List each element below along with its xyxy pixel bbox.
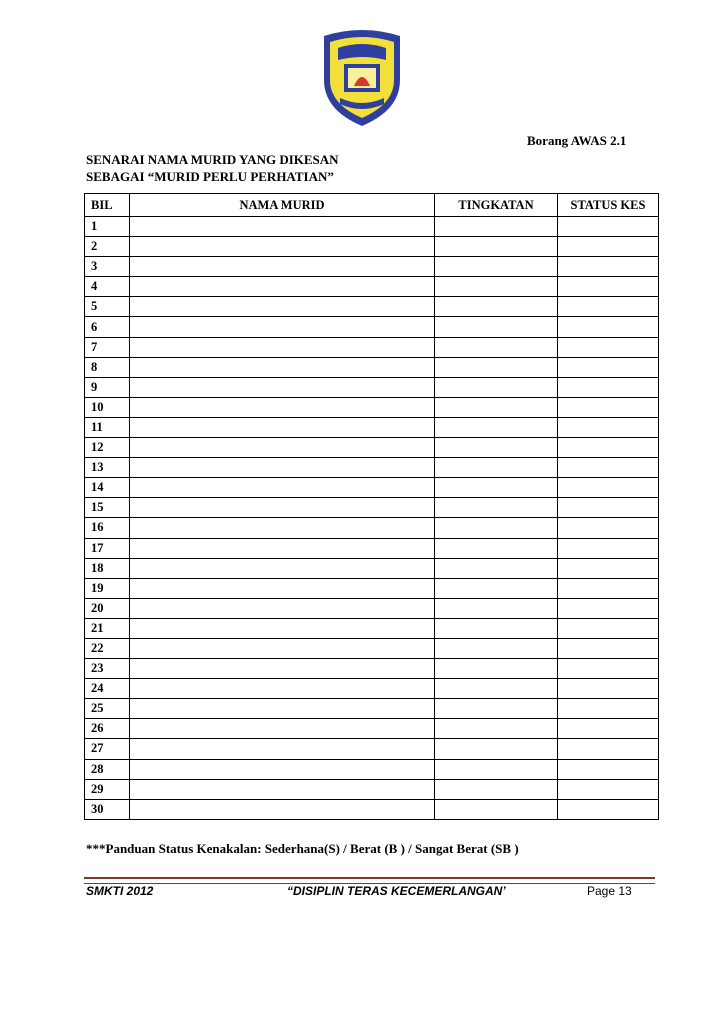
student-name-cell[interactable] <box>130 357 435 377</box>
student-name-cell[interactable] <box>130 779 435 799</box>
row-number: 11 <box>85 417 130 437</box>
case-status-cell[interactable] <box>558 558 659 578</box>
student-name-cell[interactable] <box>130 417 435 437</box>
case-status-cell[interactable] <box>558 518 659 538</box>
case-status-cell[interactable] <box>558 237 659 257</box>
table-row <box>85 618 659 638</box>
case-status-cell[interactable] <box>558 377 659 397</box>
table-row <box>85 317 659 337</box>
table-row <box>85 739 659 759</box>
school-crest-icon <box>318 28 406 128</box>
column-header-nama-murid: NAMA MURID <box>130 194 435 217</box>
form-level-cell[interactable] <box>435 417 558 437</box>
form-level-cell[interactable] <box>435 498 558 518</box>
student-name-cell[interactable] <box>130 598 435 618</box>
form-level-cell[interactable] <box>435 638 558 658</box>
student-name-cell[interactable] <box>130 739 435 759</box>
row-number: 17 <box>85 538 130 558</box>
table-row <box>85 458 659 478</box>
row-number: 23 <box>85 659 130 679</box>
student-name-cell[interactable] <box>130 538 435 558</box>
form-level-cell[interactable] <box>435 598 558 618</box>
table-row <box>85 779 659 799</box>
student-name-cell[interactable] <box>130 217 435 237</box>
form-level-cell[interactable] <box>435 357 558 377</box>
form-level-cell[interactable] <box>435 397 558 417</box>
row-number: 14 <box>85 478 130 498</box>
row-number: 7 <box>85 337 130 357</box>
footer-rule <box>84 877 655 884</box>
student-name-cell[interactable] <box>130 719 435 739</box>
form-level-cell[interactable] <box>435 438 558 458</box>
table-row <box>85 598 659 618</box>
case-status-cell[interactable] <box>558 759 659 779</box>
row-number: 16 <box>85 518 130 538</box>
table-row <box>85 719 659 739</box>
student-name-cell[interactable] <box>130 699 435 719</box>
case-status-cell[interactable] <box>558 397 659 417</box>
form-level-cell[interactable] <box>435 779 558 799</box>
table-row <box>85 759 659 779</box>
row-number: 3 <box>85 257 130 277</box>
table-row <box>85 357 659 377</box>
footer-motto: “DISIPLIN TERAS KECEMERLANGAN’ <box>287 884 506 898</box>
table-row <box>85 478 659 498</box>
case-status-cell[interactable] <box>558 438 659 458</box>
form-level-cell[interactable] <box>435 458 558 478</box>
case-status-cell[interactable] <box>558 498 659 518</box>
form-level-cell[interactable] <box>435 478 558 498</box>
case-status-cell[interactable] <box>558 538 659 558</box>
form-level-cell[interactable] <box>435 558 558 578</box>
student-name-cell[interactable] <box>130 618 435 638</box>
row-number: 25 <box>85 699 130 719</box>
row-number: 1 <box>85 217 130 237</box>
case-status-cell[interactable] <box>558 598 659 618</box>
form-level-cell[interactable] <box>435 759 558 779</box>
form-level-cell[interactable] <box>435 699 558 719</box>
row-number: 8 <box>85 357 130 377</box>
column-header-status-kes: STATUS KES <box>558 194 659 217</box>
table-row <box>85 699 659 719</box>
row-number: 28 <box>85 759 130 779</box>
table-row <box>85 659 659 679</box>
form-level-cell[interactable] <box>435 578 558 598</box>
student-name-cell[interactable] <box>130 558 435 578</box>
table-row <box>85 337 659 357</box>
table-row <box>85 237 659 257</box>
row-number: 13 <box>85 458 130 478</box>
table-header-row <box>85 194 659 217</box>
page-title <box>86 151 339 185</box>
form-level-cell[interactable] <box>435 618 558 638</box>
student-name-cell[interactable] <box>130 638 435 658</box>
row-number: 24 <box>85 679 130 699</box>
table-row <box>85 377 659 397</box>
form-code: Borang AWAS 2.1 <box>527 133 627 148</box>
row-number: 26 <box>85 719 130 739</box>
student-name-cell[interactable] <box>130 397 435 417</box>
row-number: 22 <box>85 638 130 658</box>
case-status-cell[interactable] <box>558 578 659 598</box>
form-level-cell[interactable] <box>435 679 558 699</box>
case-status-cell[interactable] <box>558 458 659 478</box>
form-level-cell[interactable] <box>435 659 558 679</box>
row-number: 9 <box>85 377 130 397</box>
student-name-cell[interactable] <box>130 277 435 297</box>
case-status-cell[interactable] <box>558 799 659 819</box>
case-status-cell[interactable] <box>558 478 659 498</box>
student-name-cell[interactable] <box>130 337 435 357</box>
form-level-cell[interactable] <box>435 317 558 337</box>
case-status-cell[interactable] <box>558 659 659 679</box>
table-row <box>85 578 659 598</box>
form-level-cell[interactable] <box>435 237 558 257</box>
table-row <box>85 257 659 277</box>
table-row <box>85 679 659 699</box>
student-name-cell[interactable] <box>130 317 435 337</box>
form-level-cell[interactable] <box>435 297 558 317</box>
table-row <box>85 518 659 538</box>
table-row <box>85 538 659 558</box>
form-level-cell[interactable] <box>435 217 558 237</box>
status-guide-note: ***Panduan Status Kenakalan: Sederhana(S) / Berat (B ) / Sangat Berat (SB ) <box>86 841 519 856</box>
table-row <box>85 217 659 237</box>
table-row <box>85 297 659 317</box>
row-number: 20 <box>85 598 130 618</box>
case-status-cell[interactable] <box>558 317 659 337</box>
column-header-bil: BIL <box>85 194 130 217</box>
row-number: 18 <box>85 558 130 578</box>
case-status-cell[interactable] <box>558 337 659 357</box>
row-number: 6 <box>85 317 130 337</box>
student-name-cell[interactable] <box>130 498 435 518</box>
student-name-cell[interactable] <box>130 377 435 397</box>
case-status-cell[interactable] <box>558 217 659 237</box>
student-name-cell[interactable] <box>130 659 435 679</box>
case-status-cell[interactable] <box>558 357 659 377</box>
student-name-cell[interactable] <box>130 257 435 277</box>
row-number: 30 <box>85 799 130 819</box>
footer-school-code: SMKTI 2012 <box>86 884 154 898</box>
column-header-tingkatan: TINGKATAN <box>435 194 558 217</box>
student-name-cell[interactable] <box>130 478 435 498</box>
case-status-cell[interactable] <box>558 679 659 699</box>
table-row <box>85 638 659 658</box>
student-name-cell[interactable] <box>130 237 435 257</box>
table-row <box>85 799 659 819</box>
case-status-cell[interactable] <box>558 417 659 437</box>
form-level-cell[interactable] <box>435 719 558 739</box>
student-name-cell[interactable] <box>130 799 435 819</box>
case-status-cell[interactable] <box>558 699 659 719</box>
footer-page-number: Page 13 <box>587 884 632 898</box>
student-name-cell[interactable] <box>130 578 435 598</box>
row-number: 15 <box>85 498 130 518</box>
form-level-cell[interactable] <box>435 277 558 297</box>
row-number: 29 <box>85 779 130 799</box>
form-level-cell[interactable] <box>435 257 558 277</box>
case-status-cell[interactable] <box>558 618 659 638</box>
case-status-cell[interactable] <box>558 277 659 297</box>
student-name-cell[interactable] <box>130 679 435 699</box>
form-level-cell[interactable] <box>435 799 558 819</box>
student-name-cell[interactable] <box>130 759 435 779</box>
table-row <box>85 397 659 417</box>
case-status-cell[interactable] <box>558 779 659 799</box>
row-number: 12 <box>85 438 130 458</box>
row-number: 27 <box>85 739 130 759</box>
form-level-cell[interactable] <box>435 518 558 538</box>
student-name-cell[interactable] <box>130 297 435 317</box>
row-number: 21 <box>85 618 130 638</box>
student-name-cell[interactable] <box>130 518 435 538</box>
title-line-2: SEBAGAI “MURID PERLU PERHATIAN” <box>86 169 334 184</box>
student-name-cell[interactable] <box>130 438 435 458</box>
student-name-cell[interactable] <box>130 458 435 478</box>
case-status-cell[interactable] <box>558 739 659 759</box>
row-number: 4 <box>85 277 130 297</box>
case-status-cell[interactable] <box>558 297 659 317</box>
case-status-cell[interactable] <box>558 638 659 658</box>
student-list-table <box>84 193 659 820</box>
row-number: 19 <box>85 578 130 598</box>
form-level-cell[interactable] <box>435 377 558 397</box>
form-level-cell[interactable] <box>435 337 558 357</box>
table-row <box>85 277 659 297</box>
table-row <box>85 417 659 437</box>
table-row <box>85 438 659 458</box>
form-level-cell[interactable] <box>435 739 558 759</box>
form-level-cell[interactable] <box>435 538 558 558</box>
title-line-1: SENARAI NAMA MURID YANG DIKESAN <box>86 152 339 167</box>
row-number: 2 <box>85 237 130 257</box>
case-status-cell[interactable] <box>558 719 659 739</box>
row-number: 10 <box>85 397 130 417</box>
table-row <box>85 498 659 518</box>
row-number: 5 <box>85 297 130 317</box>
table-row <box>85 558 659 578</box>
case-status-cell[interactable] <box>558 257 659 277</box>
